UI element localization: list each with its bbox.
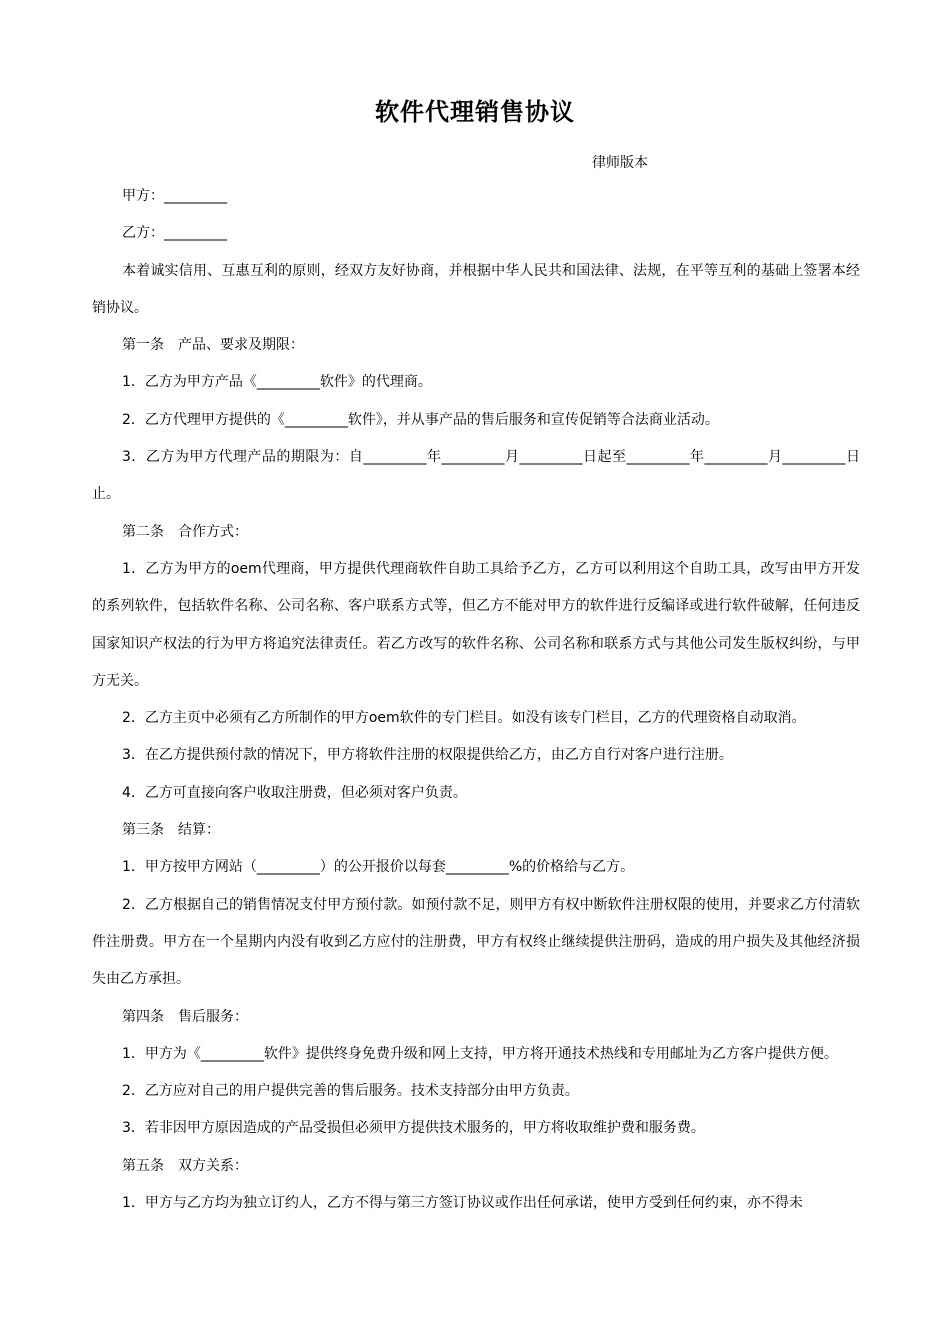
paragraph: 3．在乙方提供预付款的情况下，甲方将软件注册的权限提供给乙方，由乙方自行对客户进行注册。 — [121, 747, 733, 764]
document-subtitle: 律师版本 — [592, 155, 648, 171]
paragraph: 3．乙方为甲方代理产品的期限为：自_________年_________月_________日起至_________年_________月_________日止。 — [92, 449, 860, 503]
paragraph: 1．乙方为甲方产品《_________软件》的代理商。 — [121, 374, 432, 391]
paragraph: 本着诚实信用、互惠互利的原则，经双方友好协商，并根据中华人民共和国法律、法规，在平等互利的基础上签署本经销协议。 — [92, 262, 860, 316]
document-title: 软件代理销售协议 — [375, 98, 575, 126]
paragraph: 2．乙方应对自己的用户提供完善的售后服务。技术支持部分由甲方负责。 — [121, 1083, 579, 1100]
paragraph: 1．甲方为《_________软件》提供终身免费升级和网上支持，甲方将开通技术热线和专用邮址为乙方客户提供方便。 — [121, 1045, 838, 1062]
document-body — [92, 178, 860, 1222]
paragraph: 3．若非因甲方原因造成的产品受损但必须甲方提供技术服务的，甲方将收取维护费和服务费。 — [121, 1120, 705, 1137]
paragraph: 1．甲方与乙方均为独立订约人，乙方不得与第三方签订协议或作出任何承诺，使甲方受到任何约束，亦不得未 — [121, 1195, 803, 1212]
paragraph: 1．乙方为甲方的oem代理商，甲方提供代理商软件自助工具给予乙方，乙方可以利用这个自助工具，改写由甲方开发的系列软件，包括软件名称、公司名称、客户联系方式等，但乙方不能对甲方的软件进行反编译或进行软件破解，任何违反国家知识产权法的行为甲方将追究法律责任。若乙方改写的软件名称、公司名称和联系方式与其他公司发生版权纠纷，与甲方无关。 — [92, 560, 860, 689]
paragraph: 4．乙方可直接向客户收取注册费，但必须对客户负责。 — [121, 784, 467, 801]
paragraph: 第五条 双方关系： — [121, 1157, 248, 1174]
paragraph: 乙方：_________ — [121, 225, 227, 242]
paragraph: 2．乙方主页中必须有乙方所制作的甲方oem软件的专门栏目。如没有该专门栏目，乙方的代理资格自动取消。 — [121, 710, 806, 727]
paragraph: 1．甲方按甲方网站（_________）的公开报价以每套_________%的价格给与乙方。 — [121, 859, 635, 876]
paragraph: 第二条 合作方式： — [121, 523, 248, 540]
paragraph: 第三条 结算： — [121, 822, 220, 839]
paragraph: 2．乙方代理甲方提供的《_________软件》，并从事产品的售后服务和宣传促销等合法商业活动。 — [121, 411, 719, 428]
paragraph: 2．乙方根据自己的销售情况支付甲方预付款。如预付款不足，则甲方有权中断软件注册权限的使用，并要求乙方付清软件注册费。甲方在一个星期内内没有收到乙方应付的注册费，甲方有权终止继续提供注册码，造成的用户损失及其他经济损失由乙方承担。 — [92, 896, 860, 988]
paragraph: 第一条 产品、要求及期限： — [121, 337, 304, 354]
paragraph: 甲方：_________ — [121, 188, 227, 204]
paragraph: 第四条 售后服务： — [121, 1008, 248, 1025]
